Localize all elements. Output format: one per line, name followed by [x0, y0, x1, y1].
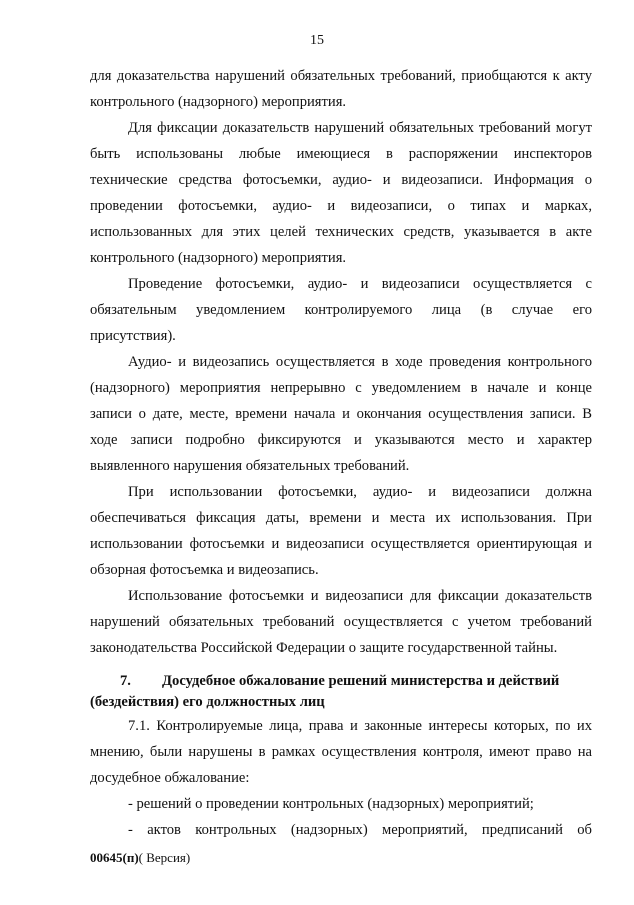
text-line: Аудио- и видеозапись осуществляется в ходе проведения контрольного	[128, 354, 592, 370]
text-line: для доказательства нарушений обязательных требований, приобщаются к акту	[90, 68, 592, 84]
text-line: проведении фотосъемки, аудио- и видеозаписи, о типах и марках,	[90, 198, 592, 214]
text-line: использовании фотосъемки и видеозаписи осуществляется ориентирующая и	[90, 536, 592, 552]
section-heading-line2	[90, 692, 592, 713]
text-line: Использование фотосъемки и видеозаписи для фиксации доказательств	[128, 588, 592, 604]
document-body	[90, 63, 592, 843]
paragraphs-container	[90, 63, 592, 661]
text-line: присутствия).	[90, 328, 176, 344]
text-line: выявленного нарушения обязательных требований.	[90, 458, 410, 474]
text-line: При использовании фотосъемки, аудио- и видеозаписи должна	[128, 484, 592, 500]
paragraph	[90, 349, 592, 479]
text-line: быть использованы любые имеющиеся в распоряжении инспекторов	[90, 146, 592, 162]
text-line: - актов контрольных (надзорных) мероприятий, предписаний об	[128, 822, 592, 838]
text-line: (надзорного) мероприятия непрерывно с уведомлением в начале и конце	[90, 380, 592, 396]
text-line: нарушений обязательных требований осуществляется с учетом требований	[90, 614, 592, 630]
text-line: обязательным уведомлением контролируемого лица (в случае его	[90, 302, 592, 318]
text-line: технические средства фотосъемки, аудио- и видеозаписи. Информация о	[90, 172, 592, 188]
text-line: обеспечиваться фиксация даты, времени и места их использования. При	[90, 510, 592, 526]
text-line: контрольного (надзорного) мероприятия.	[90, 94, 347, 110]
text-line: использованных для этих целей технических средств, указывается в акте	[90, 224, 592, 240]
section-number: 7.	[120, 673, 131, 689]
footer-version: ( Версия)	[138, 850, 191, 865]
section-title-line1: Досудебное обжалование решений министерства и действий	[162, 673, 560, 689]
paragraph	[90, 63, 592, 115]
text-line: записи о дате, месте, времени начала и окончания осуществления записи. В	[90, 406, 592, 422]
text-line: законодательства Российской Федерации о защите государственной тайны.	[90, 640, 558, 656]
text-line: ходе записи подробно фиксируются и указываются место и характер	[90, 432, 592, 448]
paragraph	[90, 583, 592, 661]
section-paragraphs-container	[90, 713, 592, 843]
text-line: мнению, были нарушены в рамках осуществления контроля, имеют право на	[90, 744, 592, 760]
section-heading-line1	[90, 671, 592, 692]
page-number: 15	[310, 33, 324, 48]
text-line: досудебное обжалование:	[90, 770, 250, 786]
document-footer	[90, 850, 190, 866]
text-line: - решений о проведении контрольных (надзорных) мероприятий;	[128, 796, 534, 812]
paragraph	[90, 817, 592, 843]
text-line: Проведение фотосъемки, аудио- и видеозаписи осуществляется с	[128, 276, 592, 292]
text-line: контрольного (надзорного) мероприятия.	[90, 250, 347, 266]
footer-code: 00645(п)	[90, 850, 139, 865]
paragraph	[90, 115, 592, 271]
paragraph	[90, 479, 592, 583]
paragraph	[90, 271, 592, 349]
paragraph	[90, 713, 592, 791]
section-title-line2: (бездействия) его должностных лиц	[90, 694, 325, 710]
text-line: обзорная фотосъемка и видеозапись.	[90, 562, 319, 578]
text-line: 7.1. Контролируемые лица, права и законные интересы которых, по их	[128, 718, 592, 734]
text-line: Для фиксации доказательств нарушений обязательных требований могут	[128, 120, 592, 136]
paragraph	[90, 791, 592, 817]
